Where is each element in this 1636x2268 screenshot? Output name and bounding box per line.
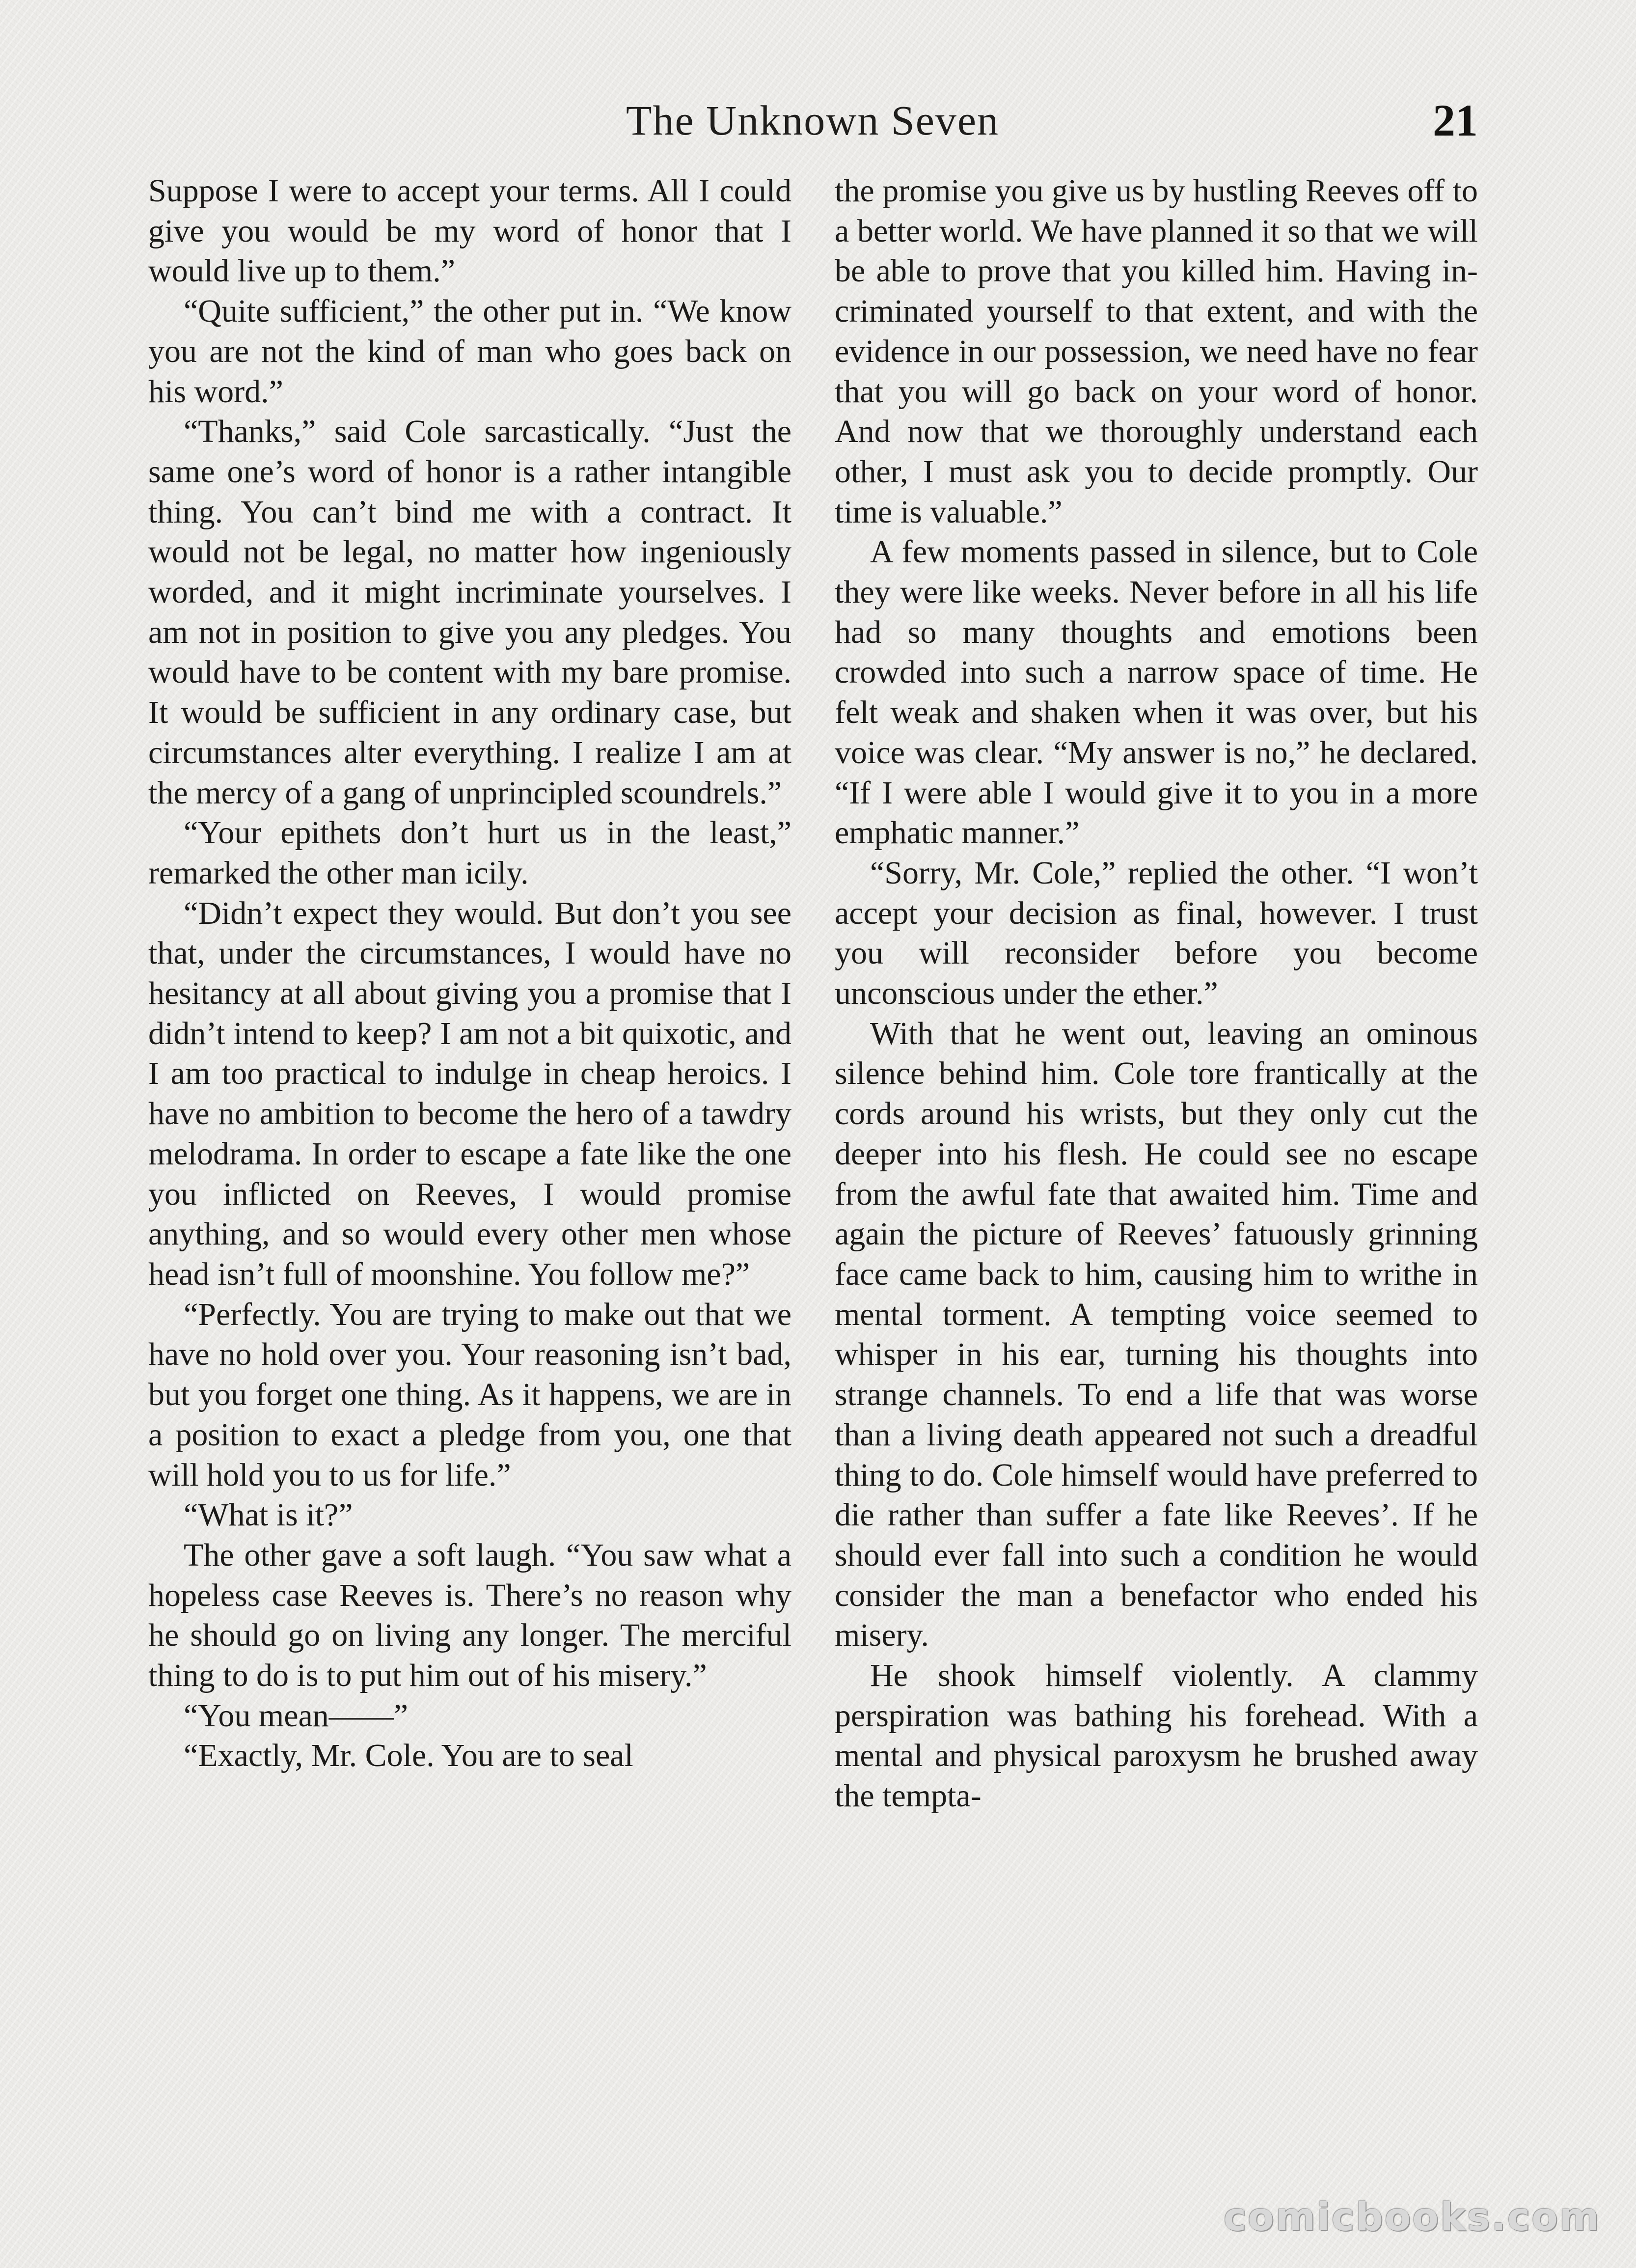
paragraph: “Didn’t expect they would. But don’t you see that, under the circumstances, I would have no hesitancy at all about giving you a promise that I didn’t intend to keep? I am not a bit quixotic, and I am too practical to indulge in cheap heroics. I have no ambition to become the hero of a tawdry melodrama. In order to escape a fate like the one you inflicted on Reeves, I would promise anything, and so would every other men whose head isn’t full of moonshine. You follow me?”: [148, 895, 791, 1292]
paragraph: He shook himself violently. A clammy perspiration was bathing his forehead. With a mental and physical paroxysm he brushed away the tempta-: [835, 1658, 1478, 1814]
paragraph: A few moments passed in silence, but to Cole they were like weeks. Never before in all his life had so many thoughts and emotions been crowded into such a narrow space of time. He felt weak and shaken when it was over, but his voice was clear. “My answer is no,” he declared. “If I were able I would give it to you in a more emphatic manner.”: [835, 534, 1478, 851]
paragraph: “Quite sufficient,” the other put in. “We know you are not the kind of man who goes back on his word.”: [148, 293, 791, 410]
running-head: [147, 86, 1478, 155]
paragraph: “Perfectly. You are trying to make out that we have no hold over you. Your reasoning isn’t bad, but you forget one thing. As it happens, we are in a position to exact a pledge from you, one that will hold you to us for life.”: [148, 1296, 791, 1493]
paragraph: “You mean——”: [184, 1697, 409, 1734]
page-number: 21: [1433, 95, 1478, 145]
paragraph: the promise you give us by hustling Reeves off to a better world. We have planned it so that we will be able to prove that you killed him. Having incriminated yourself to that extent, and with the evidence in our possession, we need have no fear that you will go back on your word of honor. And now that we thoroughly understand each other, I must ask you to decide promptly. Our time is valuable.”: [835, 173, 1478, 530]
running-head-title: The Unknown Seven: [626, 97, 1000, 144]
text-column-right: [835, 171, 1478, 2170]
paragraph: “Your epithets don’t hurt us in the least,” remarked the other man icily.: [148, 815, 791, 891]
text-column-left: [148, 171, 791, 2170]
paragraph: “What is it?”: [184, 1497, 353, 1533]
paragraph: Suppose I were to accept your terms. All I could give you would be my word of honor that I would live up to them.”: [148, 173, 791, 289]
paragraph: With that he went out, leaving an ominous silence behind him. Cole tore frantically at the cords around his wrists, but they only cut the deeper into his flesh. He could see no escape from the awful fate that awaited him. Time and again the picture of Reeves’ fatuously grinning face came back to him, causing him to writhe in mental torment. A tempting voice seemed to whisper in his ear, turning his thoughts into strange channels. To end a life that was worse than a living death appeared not such a dreadful thing to do. Cole himself would have preferred to die rather than suffer a fate like Reeves’. If he should ever fall into such a condition he would consider the man a benefactor who ended his misery.: [835, 1015, 1478, 1654]
paragraph: The other gave a soft laugh. “You saw what a hopeless case Reeves is. There’s no reason why he should go on living any longer. The merciful thing to do is to put him out of his misery.”: [148, 1537, 791, 1694]
paragraph: “Thanks,” said Cole sarcastically. “Just the same one’s word of honor is a rather intangible thing. You can’t bind me with a contract. It would not be legal, no matter how ingeniously worded, and it might incriminate yourselves. I am not in position to give you any pledges. You would have to be content with my bare promise. It would be sufficient in any ordinary case, but circumstances alter everything. I realize I am at the mercy of a gang of unprincipled scoundrels.”: [148, 414, 791, 811]
paragraph: “Exactly, Mr. Cole. You are to seal: [184, 1738, 633, 1774]
watermark: comicbooks.com: [1223, 2195, 1601, 2240]
paragraph: “Sorry, Mr. Cole,” replied the other. “I won’t accept your decision as final, however. I trust you will reconsider before you become unconscious under the ether.”: [835, 855, 1478, 1012]
